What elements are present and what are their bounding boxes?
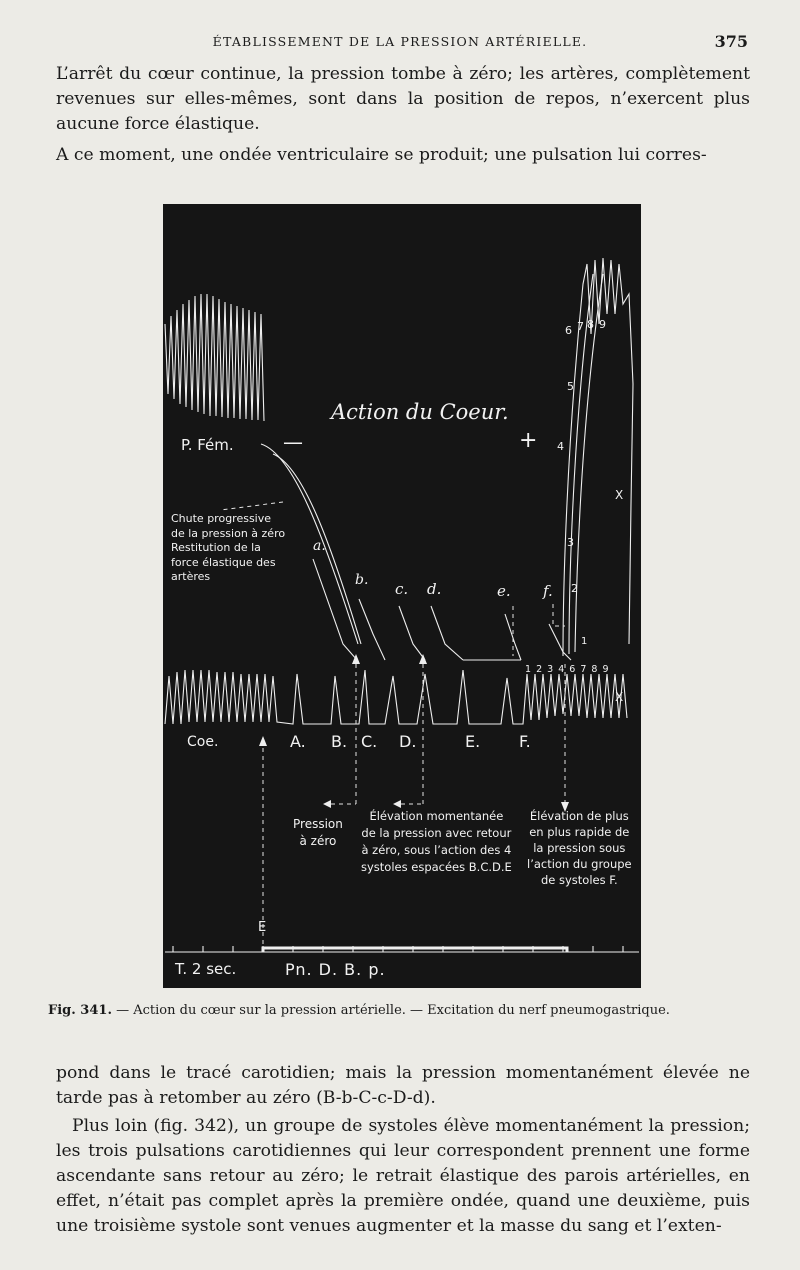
- numbers-row: 1 2 3 4 6 7 8 9: [525, 664, 610, 675]
- femoral-trace-right: [563, 258, 633, 656]
- paragraph-3: pond dans le tracé carotidien; mais la pression momentanément élevée ne tarde pas à retomber au zéro (B-b-C-c-D-d).: [56, 1063, 750, 1108]
- letter-upper-c: C.: [361, 732, 378, 751]
- letter-upper-b: B.: [331, 732, 348, 751]
- x-mark-upper: X: [615, 488, 624, 502]
- upper-number-6: 6: [565, 324, 572, 337]
- paragraph-2: A ce moment, une ondée ventriculaire se produit; une pulsation lui corres-: [56, 145, 707, 165]
- e-mark: E: [258, 920, 267, 935]
- upper-number-3: 3: [567, 536, 574, 549]
- letter-e: e.: [497, 582, 511, 600]
- letter-b: b.: [355, 572, 369, 588]
- upper-number-2: 2: [571, 582, 578, 595]
- femoral-trace-left: [165, 294, 264, 421]
- chute-progressive-note: Chute progressive de la pression à zéro Restitution de la force élastique des artères: [171, 512, 286, 583]
- pression-zero-note: Pression à zéro: [293, 817, 343, 848]
- letter-d: d.: [427, 580, 442, 598]
- letter-upper-f: F.: [519, 732, 531, 751]
- pressure-fall-f: [549, 624, 571, 660]
- letter-f: f.: [543, 582, 553, 600]
- letter-upper-a: A.: [290, 732, 306, 751]
- upper-number-5: 5: [567, 380, 574, 393]
- pressure-fall-d: [431, 606, 463, 660]
- running-head: ÉTABLISSEMENT DE LA PRESSION ARTÉRIELLE.: [212, 34, 588, 49]
- page-number: 375: [714, 32, 748, 51]
- figure-number: Fig. 341.: [48, 1003, 112, 1018]
- excitation-signal: [263, 948, 567, 952]
- elevation-momentanee-note: Élévation momentanée de la pression avec retour à zéro, sous l’action des 4 systoles espacées B.C.D.E: [361, 809, 512, 874]
- p-fem-label: P. Fém.: [181, 436, 234, 454]
- letter-upper-d: D.: [399, 732, 417, 751]
- letter-c: c.: [395, 580, 409, 598]
- minus-sign: —: [283, 430, 303, 454]
- pneumogastric-label: Pn. D. B. p.: [285, 960, 386, 979]
- paragraph-4: Plus loin (fig. 342), un groupe de systoles élève momentanément la pression; les trois pulsations carotidiennes qui leur correspondent prennent une forme ascendante sans retour au zéro; le retrait élastique des parois artérielles, en effet, n’était pas complet après la première ondée, quand une deuxième, puis une troisième systole sont venues augmenter et la masse du sang et l’exten-: [56, 1116, 750, 1236]
- upper-number-8: 8: [587, 318, 594, 331]
- coe-label: Coe.: [187, 734, 219, 750]
- figure-title: Action du Coeur.: [331, 400, 509, 424]
- upper-number-1: 1: [581, 636, 588, 647]
- upper-number-7: 7: [577, 320, 584, 333]
- pressure-fall-e: [505, 614, 521, 660]
- plus-sign: +: [519, 428, 538, 453]
- figure-caption: [48, 1002, 760, 1020]
- upper-number-4: 4: [557, 440, 564, 453]
- upper-number-9: 9: [599, 318, 606, 331]
- time-label: T. 2 sec.: [175, 960, 237, 978]
- letter-upper-e: E.: [465, 732, 481, 751]
- pressure-fall-c: [399, 606, 425, 660]
- x-mark-lower: X: [615, 690, 624, 704]
- elevation-plus-note: Élévation de plus en plus rapide de la pression sous l’action du groupe de systoles F.: [527, 809, 632, 887]
- letter-a: a.: [313, 538, 326, 554]
- carotid-trace: [165, 670, 627, 724]
- figure-plate: [163, 204, 641, 988]
- paragraph-1: L’arrêt du cœur continue, la pression tombe à zéro; les artères, complètement revenues sur elles-mêmes, sont dans la position de repos, n’exercent plus aucune force élastique.: [56, 64, 750, 134]
- pressure-fall-b: [359, 599, 385, 660]
- caption-text: — Action du cœur sur la pression artérielle. — Excitation du nerf pneumogastrique.: [111, 1003, 670, 1018]
